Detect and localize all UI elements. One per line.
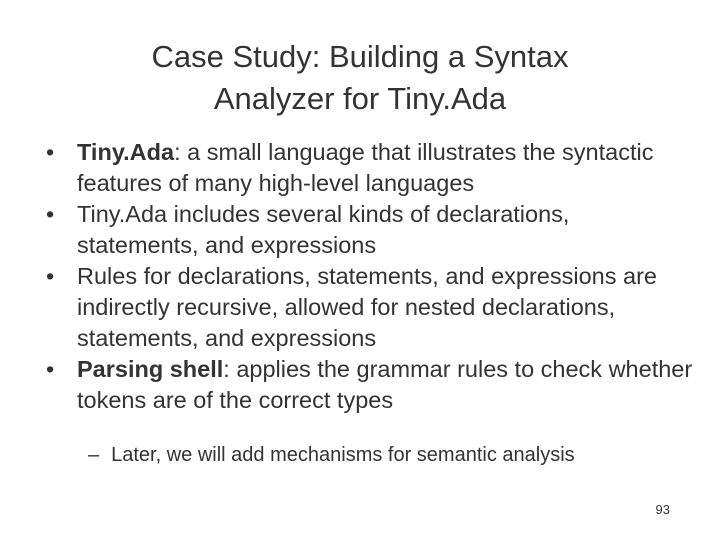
bullet-marker: • (46, 139, 55, 165)
page-number: 93 (655, 502, 670, 517)
bullet-term: Tiny.Ada (77, 139, 175, 165)
sub-bullet (88, 441, 708, 469)
bullet-term: Parsing shell (77, 356, 224, 382)
bullet-item (46, 199, 696, 261)
bullet-text: Rules for declarations, statements, and expressions are indirectly recursive, allowed for nested declarations, statements, and expressions (77, 263, 657, 351)
slide-title (60, 36, 660, 120)
bullet-item (46, 354, 696, 416)
bullet-text: Tiny.Ada includes several kinds of declarations, statements, and expressions (77, 201, 570, 258)
sub-bullet-marker: – (88, 444, 100, 466)
bullet-text: : applies the grammar rules to check whether tokens are of the correct types (77, 356, 693, 413)
title-line-2: Analyzer for Tiny.Ada (213, 81, 507, 116)
bullet-marker: • (46, 263, 55, 289)
bullet-item (46, 137, 696, 199)
bullet-marker: • (46, 356, 55, 382)
title-line-1: Case Study: Building a Syntax (151, 39, 569, 74)
bullet-list (46, 137, 696, 416)
bullet-text: : a small language that illustrates the syntactic features of many high-level languages (77, 139, 654, 196)
bullet-item (46, 261, 696, 354)
bullet-marker: • (46, 201, 55, 227)
sub-bullet-text: Later, we will add mechanisms for semantic analysis (111, 444, 575, 466)
